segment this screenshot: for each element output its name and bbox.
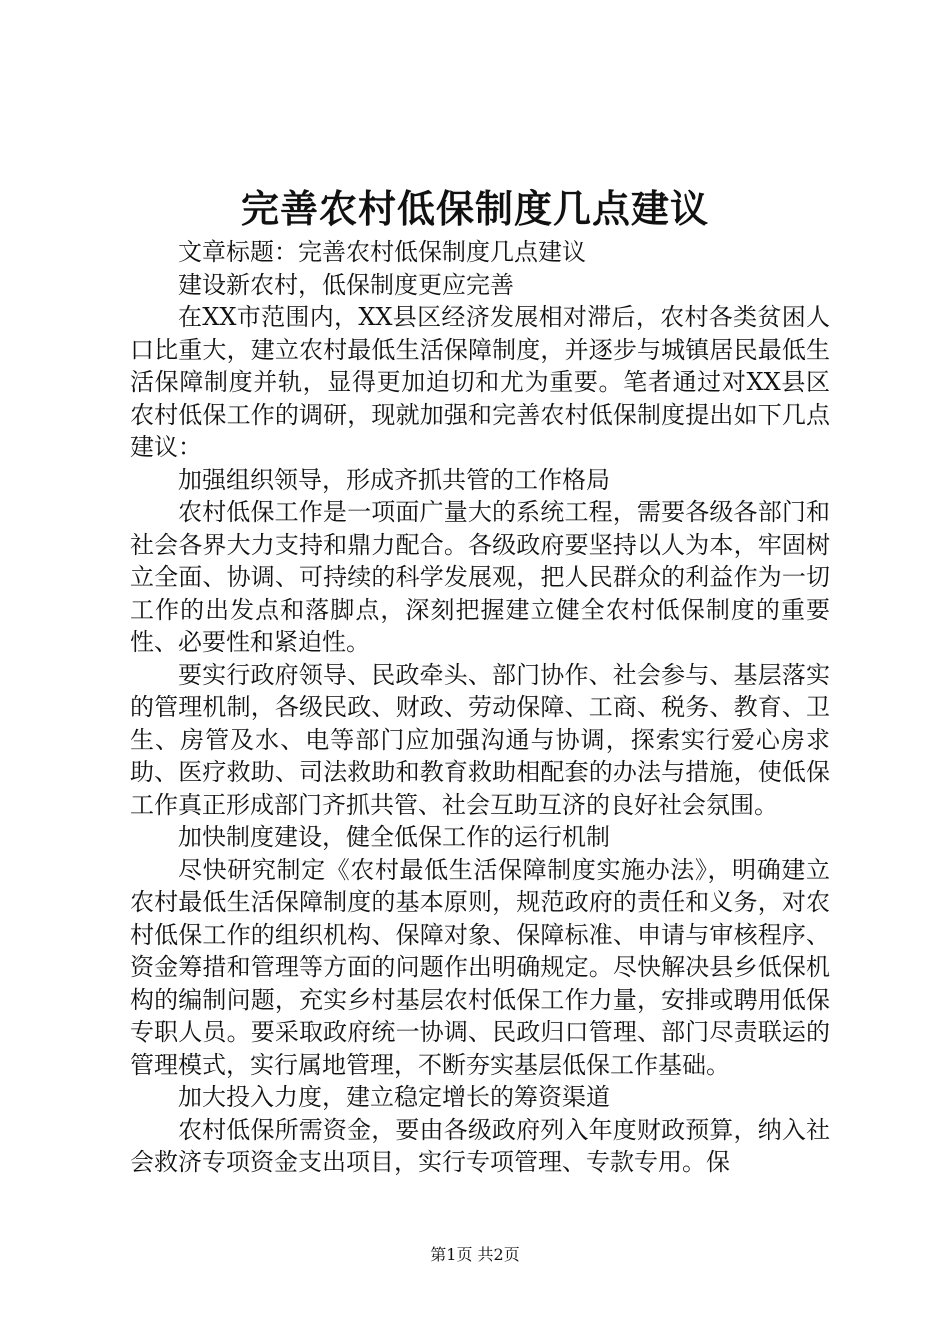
section-heading-organization: 加强组织领导，形成齐抓共管的工作格局 [178, 465, 610, 494]
paragraph-organization-1: 农村低保工作是一项面广量大的系统工程，需要各级各部门和社会各界大力支持和鼎力配合。各级政府要坚持以人为本，牢固树立全面、协调、可持续的科学发展观，把人民群众的利益作为一切工作的出发点和落脚点，深刻把握建立健全农村低保制度的重要性、必要性和紧迫性。 [130, 498, 830, 656]
document-body [130, 236, 830, 1179]
document-title: 完善农村低保制度几点建议 [240, 186, 709, 231]
section-heading-system: 加快制度建设，健全低保工作的运行机制 [178, 823, 610, 851]
page-number-footer: 第1页 共2页 [430, 1245, 520, 1264]
paragraph-subtitle: 建设新农村，低保制度更应完善 [178, 270, 514, 299]
section-heading-funding: 加大投入力度，建立稳定增长的筹资渠道 [178, 1083, 610, 1111]
paragraph-intro: 在XX市范围内，XX县区经济发展相对滞后，农村各类贫困人口比重大，建立农村最低生活保障制度，并逐步与城镇居民最低生活保障制度并轨，显得更加迫切和尤为重要。笔者通过对XX县区农村低保工作的调研，现就加强和完善农村低保制度提出如下几点建议： [130, 303, 830, 461]
paragraph-system: 尽快研究制定《农村最低生活保障制度实施办法》，明确建立农村最低生活保障制度的基本原则，规范政府的责任和义务，对农村低保工作的组织机构、保障对象、保障标准、申请与审核程序、资金筹措和管理等方面的问题作出明确规定。尽快解决县乡低保机构的编制问题，充实乡村基层农村低保工作力量，安排或聘用低保专职人员。要采取政府统一协调、民政归口管理、部门尽责联运的管理模式，实行属地管理，不断夯实基层低保工作基础。 [130, 855, 830, 1079]
paragraph-organization-2: 要实行政府领导、民政牵头、部门协作、社会参与、基层落实的管理机制，各级民政、财政、劳动保障、工商、税务、教育、卫生、房管及水、电等部门应加强沟通与协调，探索实行爱心房求助、医疗救助、司法救助和教育救助相配套的办法与措施，使低保工作真正形成部门齐抓共管、社会互助互济的良好社会氛围。 [130, 660, 830, 819]
paragraph-funding: 农村低保所需资金，要由各级政府列入年度财政预算，纳入社会救济专项资金支出项目，实行专项管理、专款专用。保 [130, 1115, 830, 1176]
paragraph-article-title: 文章标题：完善农村低保制度几点建议 [178, 238, 586, 266]
